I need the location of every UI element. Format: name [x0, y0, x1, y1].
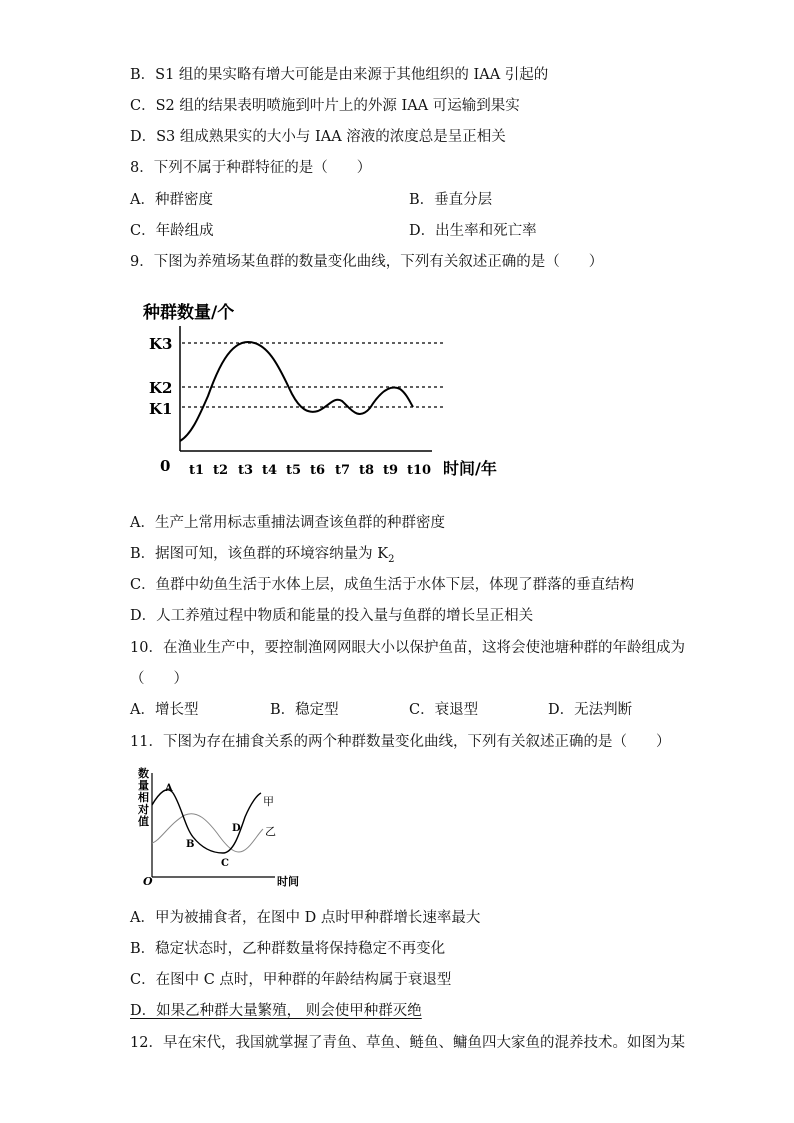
q9-option-b-text: B．据图可知，该鱼群的环境容纳量为 K	[130, 546, 389, 562]
q10-option-c: C．衰退型	[409, 702, 479, 718]
ylabel-char-5: 值	[138, 815, 149, 828]
question-8: 8．下列不属于种群特征的是（ ）	[130, 160, 372, 176]
graph2-origin: O	[143, 875, 153, 888]
graph1-origin: 0	[160, 457, 171, 475]
q10-option-a: A．增长型	[130, 702, 199, 718]
tick-t4: t4	[262, 463, 278, 478]
option-d-q7: D．S3 组成熟果实的大小与 IAA 溶液的浓度总是呈正相关	[130, 129, 506, 145]
tick-t6: t6	[310, 463, 326, 478]
tick-t8: t8	[359, 463, 375, 478]
q9-option-b-subscript: 2	[388, 553, 395, 565]
option-c-q7: C．S2 组的结果表明喷施到叶片上的外源 IAA 可运输到果实	[130, 98, 520, 114]
q11-option-c: C．在图中 C 点时，甲种群的年龄结构属于衰退型	[130, 972, 452, 988]
q11-option-b: B．稳定状态时，乙种群数量将保持稳定不再变化	[130, 941, 446, 957]
series-yi-label: 乙	[265, 825, 276, 838]
tick-t7: t7	[335, 463, 351, 478]
tick-t1: t1	[189, 463, 205, 478]
graph2-ylabel	[137, 766, 149, 828]
q9-option-b	[130, 544, 394, 570]
graph1-xlabel: 时间/年	[443, 459, 497, 478]
q10-option-b: B．稳定型	[270, 702, 339, 718]
point-a-label: A	[165, 783, 173, 794]
q8-option-b: B．垂直分层	[409, 192, 493, 208]
population-curve-graph	[140, 296, 520, 486]
question-10-cont: （ ）	[130, 671, 188, 687]
graph1-ylabel: 种群数量/个	[143, 303, 235, 323]
q11-option-a: A．甲为被捕食者，在图中 D 点时甲种群增长速率最大	[130, 910, 481, 926]
q11-option-d: D．如果乙种群大量繁殖， 则会使甲种群灭绝	[130, 1003, 422, 1019]
q9-option-d: D．人工养殖过程中物质和能量的投入量与鱼群的增长呈正相关	[130, 608, 534, 624]
k1-label: K1	[149, 400, 173, 418]
ylabel-char-2: 量	[138, 779, 149, 792]
series-yi-curve	[152, 814, 263, 852]
tick-t3: t3	[238, 463, 254, 478]
question-11: 11．下图为存在捕食关系的两个种群数量变化曲线，下列有关叙述正确的是（ ）	[130, 734, 671, 750]
q10-option-d: D．无法判断	[548, 702, 633, 718]
tick-t10: t10	[407, 463, 432, 478]
population-curve	[180, 342, 413, 441]
option-b-q7: B．S1 组的果实略有增大可能是由来源于其他组织的 IAA 引起的	[130, 67, 549, 83]
tick-t9: t9	[383, 463, 399, 478]
graph2-xlabel: 时间	[277, 875, 299, 888]
predator-prey-graph	[135, 765, 310, 893]
tick-t5: t5	[286, 463, 302, 478]
ylabel-char-3: 相	[138, 791, 149, 804]
ylabel-char-4: 对	[138, 803, 149, 816]
k2-label: K2	[149, 379, 173, 397]
q8-option-c: C．年龄组成	[130, 223, 214, 239]
ylabel-char-1: 数	[138, 767, 149, 780]
k3-label: K3	[149, 335, 173, 353]
series-jia-label: 甲	[263, 795, 274, 808]
q8-option-a: A．种群密度	[130, 192, 213, 208]
question-9: 9．下图为养殖场某鱼群的数量变化曲线，下列有关叙述正确的是（ ）	[130, 254, 604, 270]
q9-option-a: A．生产上常用标志重捕法调查该鱼群的种群密度	[130, 515, 445, 531]
graph1-ticks	[189, 463, 431, 478]
q9-option-c: C．鱼群中幼鱼生活于水体上层，成鱼生活于水体下层，体现了群落的垂直结构	[130, 577, 635, 593]
q8-option-d: D．出生率和死亡率	[409, 223, 537, 239]
question-10: 10．在渔业生产中，要控制渔网网眼大小以保护鱼苗，这将会使池塘种群的年龄组成为	[130, 640, 685, 656]
point-b-label: B	[186, 839, 195, 850]
point-d-label: D	[232, 823, 241, 834]
question-12: 12．早在宋代，我国就掌握了青鱼、草鱼、鲢鱼、鳙鱼四大家鱼的混养技术。如图为某	[130, 1035, 685, 1051]
tick-t2: t2	[213, 463, 229, 478]
point-c-label: C	[221, 858, 229, 869]
